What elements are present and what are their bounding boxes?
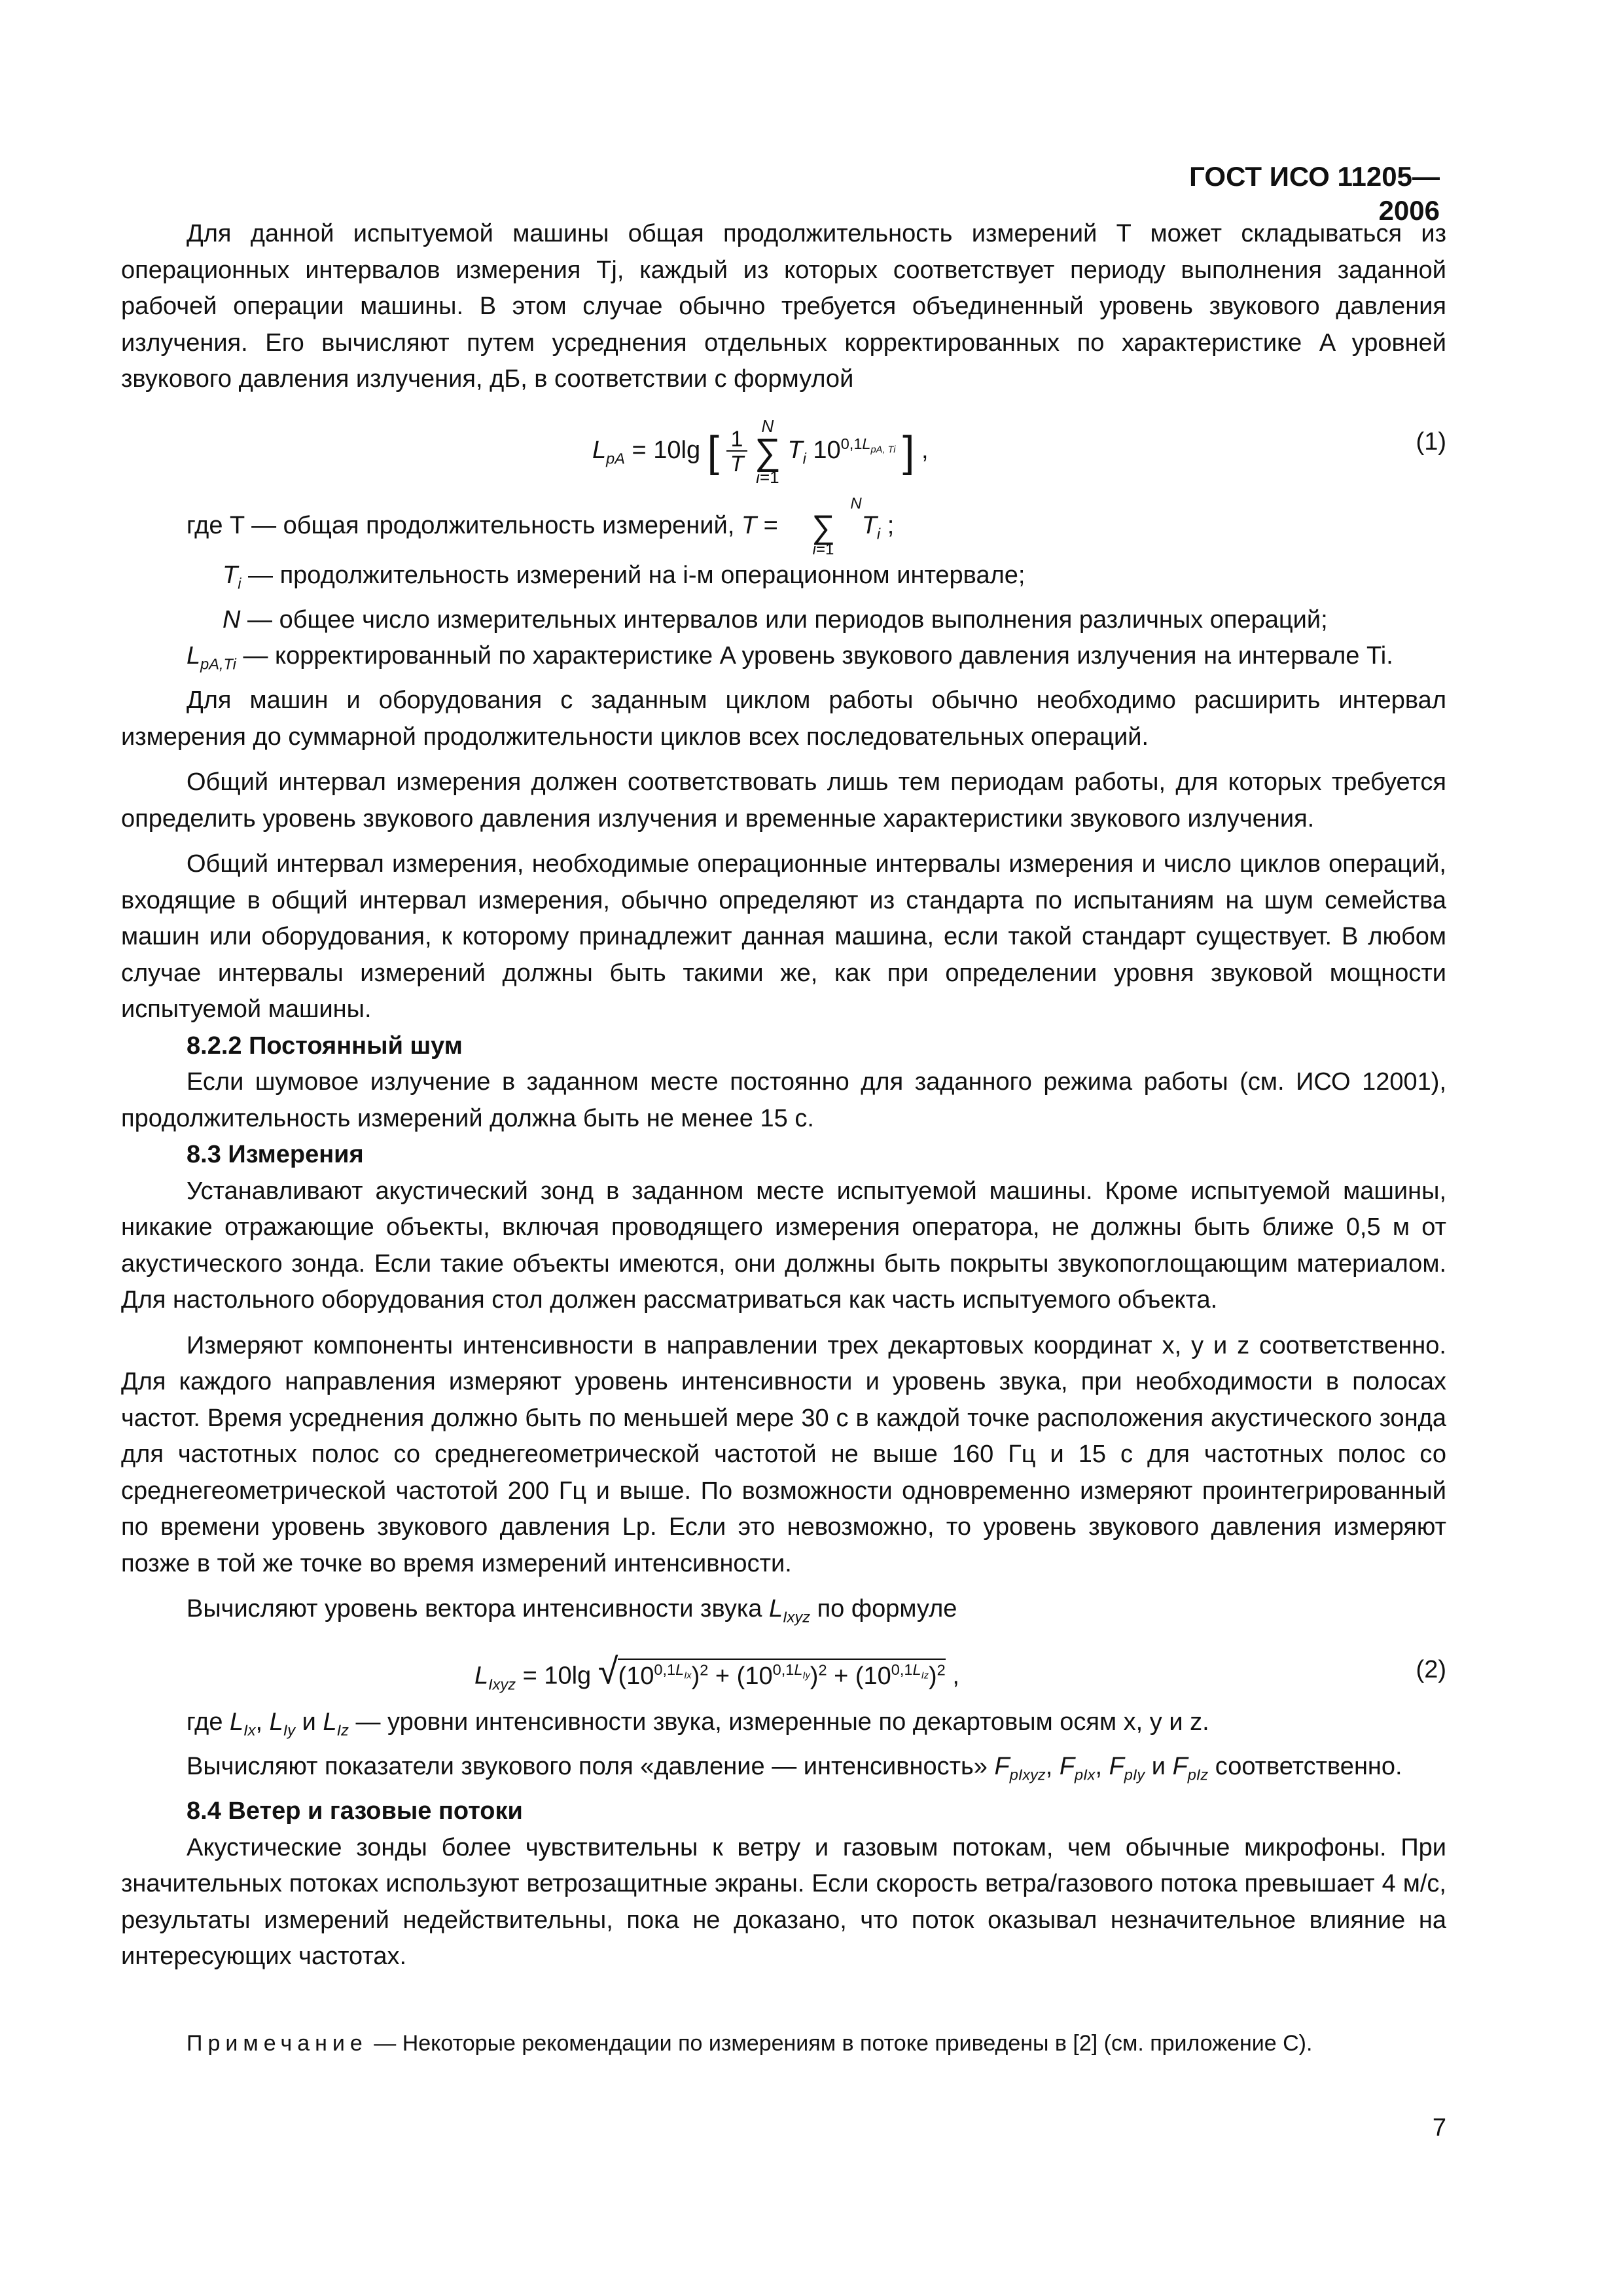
definition-T-text: где T — общая продолжительность измерений, (187, 511, 735, 539)
paragraph-text: Вычисляют уровень вектора интенсивности звука (187, 1595, 762, 1623)
paragraph-text: Устанавливают акустический зонд в заданном месте испытуемой машины. Кроме испытуемой машины, никакие отражающие объекты, включая проводящего измерения оператора, не должны быть ближе 0,5 м от акустического зонда. Если такие объекты имеются, они должны быть покрыты звукопоглощающим материалом. Для настольного оборудования стол должен рассматриваться как часть испытуемого объекта. (121, 1177, 1446, 1314)
definition-Ti-text: — продолжительность измерений на i-м операционном интервале; (248, 561, 1026, 589)
paragraph-text: Вычисляют показатели звукового поля «давление — интенсивность» (187, 1753, 988, 1781)
paragraph-wind (121, 1830, 1446, 1975)
definition-N: N — общее число измерительных интервалов или периодов выполнения различных операций; (223, 605, 1328, 634)
paragraph-duration (121, 216, 1446, 398)
paragraph-text: Если шумовое излучение в заданном месте постоянно для заданного режима работы (см. ИСО 12001), продолжительность измерений должна быть не менее 15 с. (121, 1068, 1446, 1132)
page-number: 7 (1432, 2114, 1446, 2142)
formula-1 (121, 398, 1446, 496)
paragraph-text: Измеряют компоненты интенсивности в направлении трех декартовых координат x, y и z соответственно. Для каждого направления измеряют уровень интенсивности и уровень звука, при необходимости в полосах частот. Время усреднения должно быть по меньшей мере 30 с в каждой точке расположения акустического зонда для частотных полос со среднегеометрической частотой не выше 160 Гц и 15 с для частотных полос со среднегеометрической частотой 200 Гц и выше. По возможности одновременно измеряют проинтегрированный по времени уровень звукового давления Lp. Если это невозможно, то уровень звукового давления измеряют позже в той же точке во время измерений интенсивности. (121, 1331, 1446, 1577)
definition-L-axes: где $L_{Ix}$, $L_{Iy}$ и $L_{Iz}$ — уровни интенсивности звука, измеренные по декартовым осям x, y и z. (187, 1708, 1209, 1739)
paragraph-standard (121, 846, 1446, 1028)
document-body (121, 216, 1446, 1975)
paragraph-cycle (121, 683, 1446, 755)
document-header: ГОСТ ИСО 11205—2006 (1189, 161, 1440, 226)
formula-1-number: (1) (1416, 427, 1446, 456)
note-lead: Примечание (187, 2031, 368, 2056)
definition-L-text: — корректированный по характеристике A уровень звукового давления излучения на интервале Ti. (243, 642, 1393, 670)
formula-2 (121, 1636, 1446, 1704)
paragraph-text: Общий интервал измерения, необходимые операционные интервалы измерения и число циклов операций, входящие в общий интервал измерения, обычно определяют из стандарта по испытаниям на шум семейства машин или оборудования, к которому принадлежит данная машина, если такой стандарт существует. В любом случае интервалы измерений должны быть такими же, как при определении уровня звуковой мощности испытуемой машины. (121, 850, 1446, 1024)
paragraph-text: Акустические зонды более чувствительны к ветру и газовым потокам, чем обычные микрофоны. При значительных потоках используют ветрозащитные экраны. Если скорость ветра/газового потока превышает 4 м/с, результаты измерений недействительны, пока не доказано, что поток оказывал незначительное влияние на интересующих частотах. (121, 1833, 1446, 1971)
paragraph-text-tail: соответственно. (1215, 1753, 1402, 1781)
paragraph-components (121, 1328, 1446, 1583)
heading-8-2-2: 8.2.2 Постоянный шум (187, 1031, 463, 1060)
definition-N-text: — общее число измерительных интервалов или периодов выполнения различных операций; (247, 605, 1328, 634)
paragraph-text: Для машин и оборудования с заданным циклом работы обычно необходимо расширить интервал измерения до суммарной продолжительности циклов всех последовательных операций. (121, 687, 1446, 751)
note (187, 2029, 1450, 2058)
definition-L-axes-text: — уровни интенсивности звука, измеренные по декартовым осям x, y и z. (355, 1708, 1209, 1736)
formula-1-expression: $L_{pA} = 10\lg$ [ 1 T N ∑ i=1 $T_i$ $10^{0,1L_{pA, Ti}}$ ] , (592, 416, 929, 487)
definition-T: где T — общая продолжительность измерений, T = N ∑ $i=1T_i$ ; (187, 494, 895, 558)
definitions-list (121, 496, 1446, 683)
heading-8-3: 8.3 Измерения (187, 1141, 364, 1169)
paragraph-interval (121, 764, 1446, 837)
paragraph-constant-noise (121, 1064, 1446, 1137)
note-text: — Некоторые рекомендации по измерениям в потоке приведены в [2] (см. приложение С). (374, 2031, 1313, 2056)
paragraph-text: Общий интервал измерения должен соответствовать лишь тем периодам работы, для которых требуется определить уровень звукового давления излучения и временные характеристики звукового излучения. (121, 768, 1446, 833)
definition-L: $L_{pA,Ti}$ — корректированный по характеристике A уровень звукового давления излучения на интервале Ti. (187, 642, 1393, 673)
paragraph-vector: Вычисляют уровень вектора интенсивности звука $L_{Ixyz}$ по формуле (187, 1595, 957, 1626)
formula-2-number: (2) (1416, 1656, 1446, 1684)
paragraph-text-tail: по формуле (817, 1595, 957, 1623)
paragraph-indicators: Вычисляют показатели звукового поля «давление — интенсивность» $F_{pIxyz}$, $F_{pIx}$, $F_{pIy}$ и $F_{pIz}$ соответственно. (187, 1753, 1402, 1784)
definition-Ti: $T_i$ — продолжительность измерений на i-м операционном интервале; (223, 561, 1026, 592)
paragraph-text: Для данной испытуемой машины общая продолжительность измерений T может складываться из операционных интервалов измерения Tj, каждый из которых соответствует периоду выполнения заданной рабочей операции машины. В этом случае обычно требуется объединенный уровень звукового давления излучения. Его вычисляют путем усреднения отдельных корректированных по характеристике A уровней звукового давления излучения, дБ, в соответствии с формулой (121, 220, 1446, 393)
heading-8-4: 8.4 Ветер и газовые потоки (187, 1797, 523, 1825)
paragraph-probe (121, 1174, 1446, 1319)
formula-2-expression: $L_{Ixyz} = 10\lg$ $√(10^{0,1L_{Ix}})^2 + (10^{0,1L_{Iy}})^2 + (10^{0,1L_{Iz}})^2$ , (474, 1650, 959, 1693)
